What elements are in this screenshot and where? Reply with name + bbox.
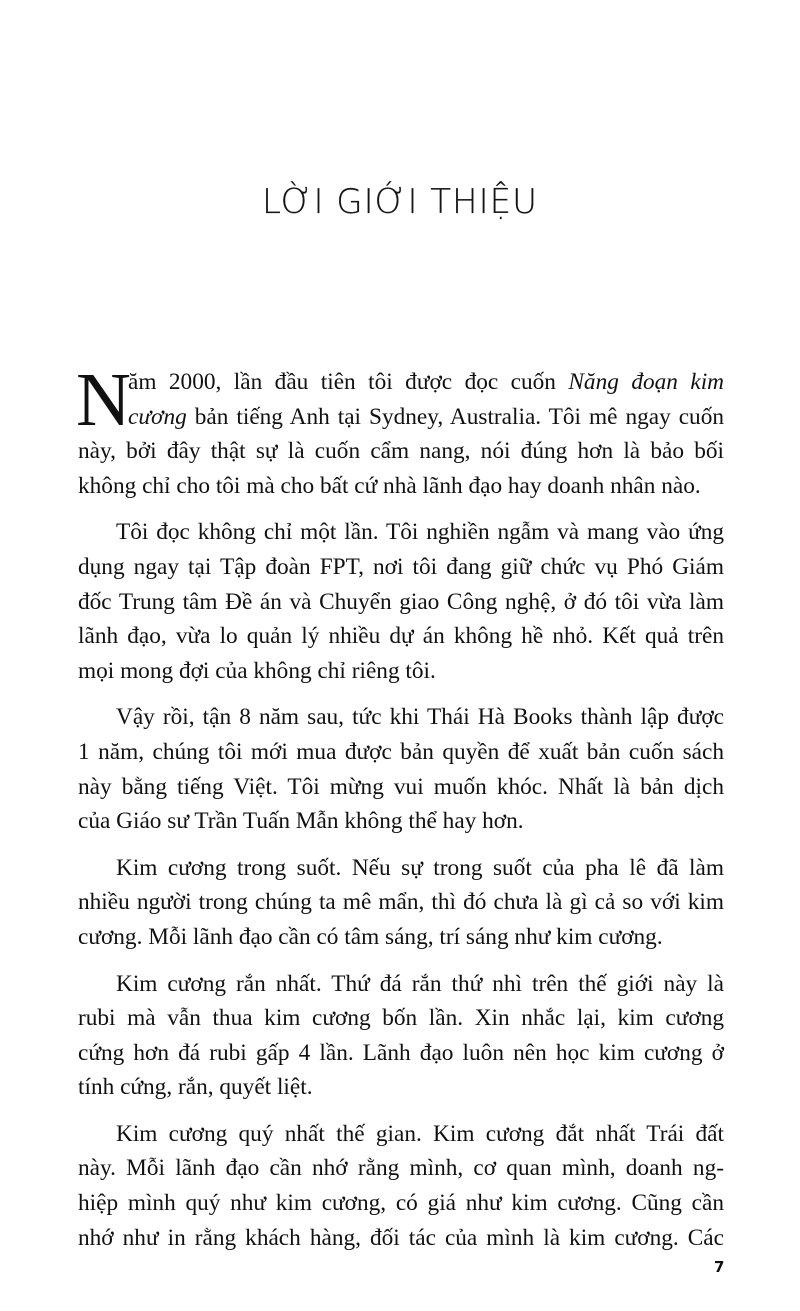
paragraph-line: không chỉ cho tôi mà cho bất cứ nhà lãnh đạo hay doanh nhân nào. bbox=[78, 472, 701, 499]
paragraph-line: này bằng tiếng Việt. Tôi mừng vui muốn khóc. Nhất là bản dịch bbox=[78, 773, 724, 800]
paragraph-line: đốc Trung tâm Đề án và Chuyển giao Công nghệ, ở đó tôi vừa làm bbox=[78, 588, 724, 615]
paragraph-6 bbox=[78, 1117, 724, 1255]
paragraph-line bbox=[78, 400, 724, 435]
paragraph-line: 1 năm, chúng tôi mới mua được bản quyền để xuất bản cuốn sách bbox=[78, 738, 724, 765]
paragraph-line: tính cứng, rắn, quyết liệt. bbox=[78, 1074, 313, 1101]
paragraph-line: cương. Mỗi lãnh đạo cần có tâm sáng, trí sáng như kim cương. bbox=[78, 923, 663, 950]
paragraph-2 bbox=[78, 515, 724, 688]
page-title: LỜI GIỚI THIỆU bbox=[261, 182, 539, 222]
paragraph-line: Kim cương quý nhất thế gian. Kim cương đắt nhất Trái đất bbox=[116, 1120, 724, 1147]
paragraph-line bbox=[78, 365, 724, 400]
drop-cap: N bbox=[76, 358, 131, 442]
paragraph-5 bbox=[78, 967, 724, 1105]
book-title-italic: Năng đoạn kim bbox=[568, 369, 724, 395]
paragraph-line: này. Mỗi lãnh đạo cần nhớ rằng mình, cơ quan mình, doanh ng- bbox=[78, 1155, 724, 1182]
paragraph-line: dụng ngay tại Tập đoàn FPT, nơi tôi đang giữ chức vụ Phó Giám bbox=[78, 553, 724, 580]
paragraph-line: nhớ như in rằng khách hàng, đối tác của mình là kim cương. Các bbox=[78, 1224, 724, 1251]
text-run: ăm 2000, lần đầu tiên tôi được đọc cuốn bbox=[128, 369, 569, 395]
paragraph-line: rubi mà vẫn thua kim cương bốn lần. Xin nhắc lại, kim cương bbox=[78, 1005, 724, 1032]
paragraph-line: Kim cương trong suốt. Nếu sự trong suốt của pha lê đã làm bbox=[116, 854, 724, 881]
paragraph-line: hiệp mình quý như kim cương, có giá như kim cương. Cũng cần bbox=[78, 1190, 724, 1217]
paragraph-line: Kim cương rắn nhất. Thứ đá rắn thứ nhì trên thế giới này là bbox=[116, 970, 724, 997]
paragraph-line: của Giáo sư Trần Tuấn Mẫn không thể hay hơn. bbox=[78, 808, 524, 835]
paragraph-4 bbox=[78, 851, 724, 955]
paragraph-line: cứng hơn đá rubi gấp 4 lần. Lãnh đạo luôn nên học kim cương ở bbox=[78, 1039, 724, 1066]
text-run: bản tiếng Anh tại Sydney, Australia. Tôi mê ngay cuốn bbox=[186, 403, 724, 430]
paragraph-line: mọi mong đợi của không chỉ riêng tôi. bbox=[78, 657, 436, 684]
paragraph-1 bbox=[76, 358, 724, 503]
page-number: 7 bbox=[714, 1258, 725, 1276]
paragraph-line: lãnh đạo, vừa lo quản lý nhiều dự án không hề nhỏ. Kết quả trên bbox=[78, 623, 724, 650]
body-text bbox=[76, 358, 724, 1267]
paragraph-line: Tôi đọc không chỉ một lần. Tôi nghiền ngẫm và mang vào ứng bbox=[116, 519, 724, 546]
paragraph-line: Vậy rồi, tận 8 năm sau, tức khi Thái Hà Books thành lập được bbox=[116, 704, 724, 731]
paragraph-line: nhiều người trong chúng ta mê mẩn, thì đó chưa là gì cả so với kim bbox=[78, 889, 724, 916]
paragraph-3 bbox=[78, 700, 724, 838]
paragraph-line: này, bởi đây thật sự là cuốn cẩm nang, nói đúng hơn là bảo bối bbox=[78, 438, 724, 465]
book-title-italic: cương bbox=[128, 403, 187, 430]
